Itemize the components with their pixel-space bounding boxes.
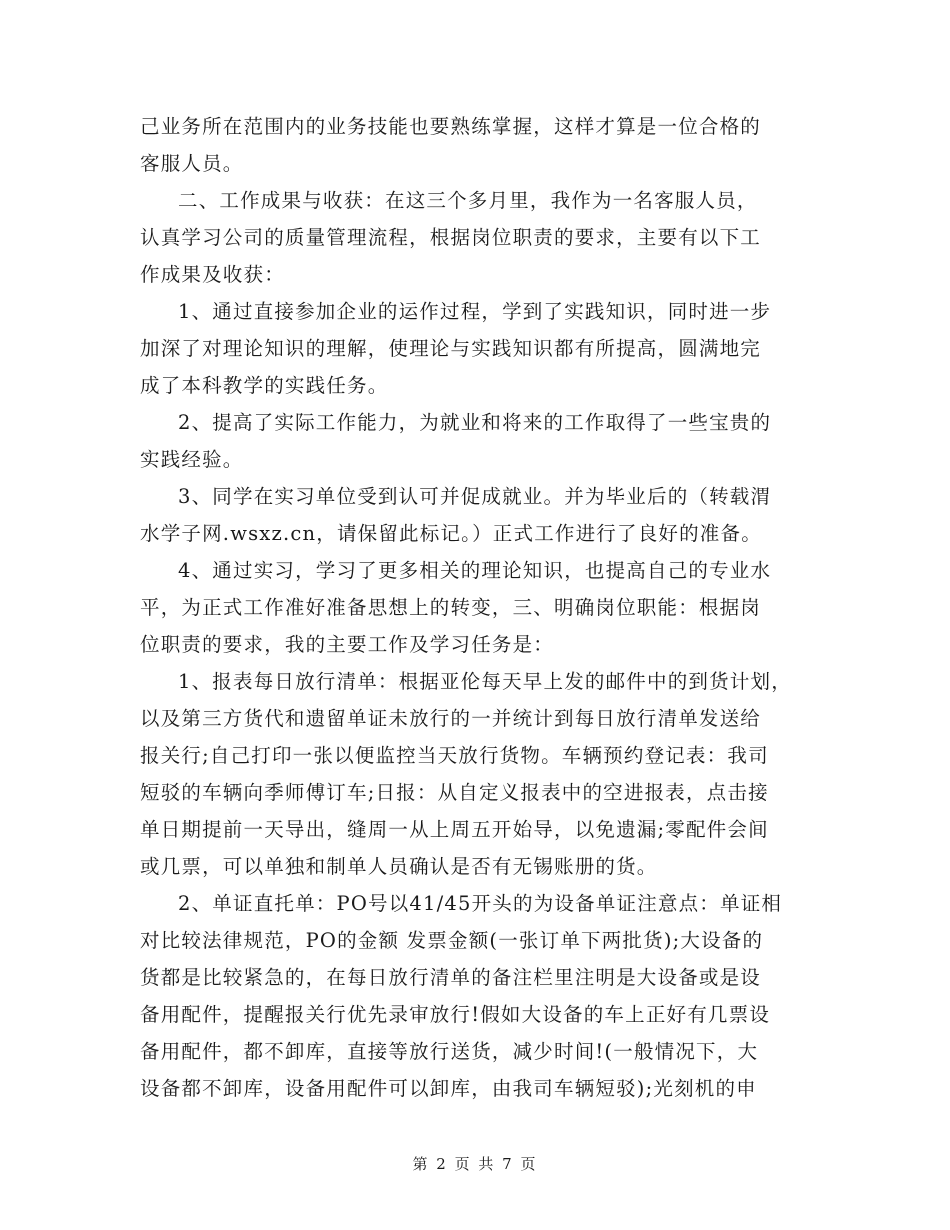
line-12: 4、通过实习，学习了更多相关的理论知识，也提高自己的专业水 [178,559,772,582]
line-18: 短驳的车辆向季师傅订车;日报：从自定义报表中的空进报表，点击接 [140,781,769,804]
line-2: 二、工作成果与收获：在这三个多月里，我作为一名客服人员， [178,189,758,212]
line-16: 以及第三方货代和遗留单证未放行的一并统计到每日放行清单发送给 [140,707,762,730]
line-1: 客服人员。 [140,152,244,175]
line-24: 备用配件，提醒报关行优先录审放行!假如大设备的车上正好有几票设 [140,1003,771,1026]
line-6: 加深了对理论知识的理解，使理论与实践知识都有所提高，圆满地完 [140,337,762,360]
line-11: 水学子网.wsxz.cn，请保留此标记。）正式工作进行了良好的准备。 [140,522,762,545]
line-17: 报关行;自己打印一张以便监控当天放行货物。车辆预约登记表：我司 [140,744,769,767]
line-14: 位职责的要求，我的主要工作及学习任务是： [140,633,555,656]
line-26: 设备都不卸库，设备用配件可以卸库，由我司车辆短驳);光刻机的申 [140,1077,757,1100]
line-9: 实践经验。 [140,448,244,471]
line-25: 备用配件，都不卸库，直接等放行送货，减少时间!(一般情况下，大 [140,1040,759,1063]
line-3: 认真学习公司的质量管理流程，根据岗位职责的要求，主要有以下工 [140,226,762,249]
line-22: 对比较法律规范，PO的金额 发票金额(一张订单下两批货);大设备的 [140,929,764,952]
line-15: 1、报表每日放行清单：根据亚伦每天早上发的邮件中的到货计划， [178,670,792,693]
line-20: 或几票，可以单独和制单人员确认是否有无锡账册的货。 [140,855,658,878]
line-13: 平，为正式工作准好准备思想上的转变，三、明确岗位职能：根据岗 [140,596,762,619]
line-4: 作成果及收获： [140,263,285,286]
line-23: 货都是比较紧急的，在每日放行清单的备注栏里注明是大设备或是设 [140,966,762,989]
line-8: 2、提高了实际工作能力，为就业和将来的工作取得了一些宝贵的 [178,411,772,434]
line-0: 己业务所在范围内的业务技能也要熟练掌握，这样才算是一位合格的 [140,115,762,138]
line-21: 2、单证直托单：PO号以41/45开头的为设备单证注意点：单证相 [178,892,783,915]
page-footer [0,1153,950,1175]
line-7: 成了本科教学的实践任务。 [140,374,389,397]
line-5: 1、通过直接参加企业的运作过程，学到了实践知识，同时进一步 [178,300,772,323]
page-number-label: 第 2 页 共 7 页 [412,1155,538,1173]
line-10: 3、同学在实习单位受到认可并促成就业。并为毕业后的（转载渭 [178,485,772,508]
document-body [140,108,830,1107]
line-19: 单日期提前一天导出，缝周一从上周五开始导，以免遗漏;零配件会间 [140,818,769,841]
